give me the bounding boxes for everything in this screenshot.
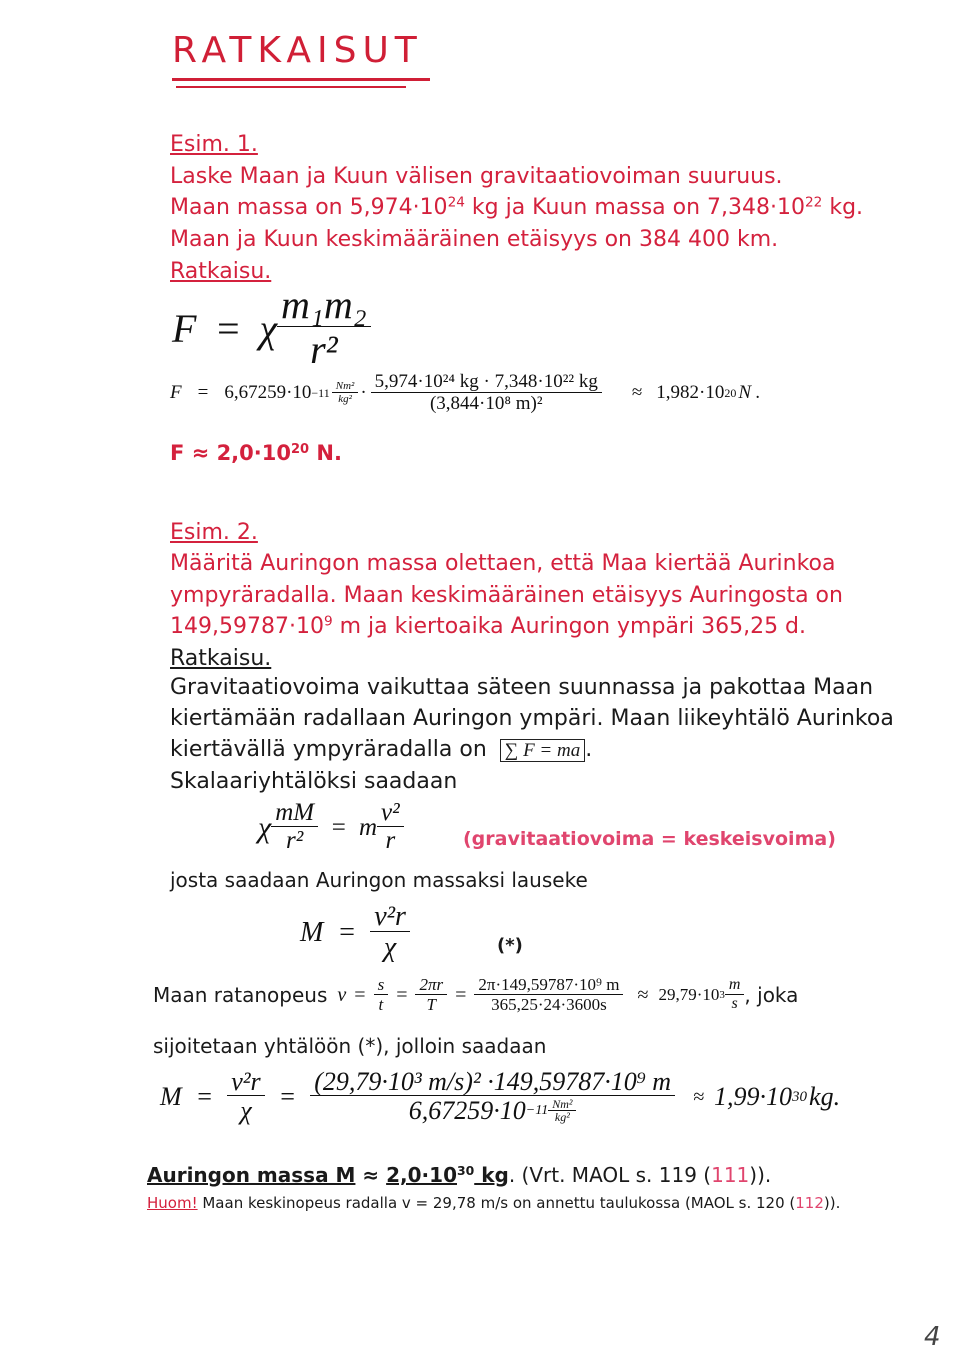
orbital-speed: Maan ratanopeus v = $\frac{s}{t}$ = $\frac{2\pi r}{T}$ = $\frac{\text{2π·149,59787·10⁹ m}}{365,25\cdot 24\cdot 3600s}$ ≈ 29,79·10 3 $\frac{m}{s}$ , joka [153,975,799,1014]
example1-line2: Maan massa on $5,974\cdot 10^{24}$ kg ja Kuun massa on $7,348\cdot 10^{22}$ kg. [170,194,864,220]
example2-body1: Gravitaatiovoima vaikuttaa säteen suunnassa ja pakottaa Maan [170,675,874,700]
sij-text: sijoitetaan yhtälöön (*), jolloin saadaan [153,1034,547,1058]
sun-mass-calculation: M = $\frac{\text{v²r}}{\chi}$ = (29,79·10³ m/s)² ·149,59787·10⁹ m 6,67259·10 −11 $\frac{\text{Nm²}}{\text{kg²}}$ ≈ 1,99·10 30 kg . [160,1067,841,1126]
note-line: Huom! Maan keskinopeus radalla v = 29,78 m/s on annettu taulukossa (MAOL s. 120 (112)). [147,1194,841,1212]
example2-line1: Määritä Auringon massa olettaen, että Maa kiertää Aurinkoa [170,551,836,576]
example2-line2: ympyräradalla. Maan keskimääräinen etäisyys Auringosta on [170,583,843,608]
newton-law-box: ∑ F = ma [500,739,585,762]
mass-expression: M = $\frac{\text{v²r}}{\chi}$ [300,902,410,965]
example1-line1: Laske Maan ja Kuun välisen gravitaatiovoiman suuruus. [170,164,783,189]
example2-ratkaisu: Ratkaisu. [170,646,272,671]
example2-line3: $149,59787\cdot 10^9$ m ja kiertoaika Auringon ympäri 365,25 d. [170,613,807,639]
example2-heading: Esim. 2. [170,520,258,545]
josta-text: josta saadaan Auringon massaksi lauseke [170,868,588,892]
example2-body3: kiertävällä ympyräradalla on ∑ F = ma . [170,737,593,762]
page-number: 4 [924,1322,941,1352]
example2-answer: Auringon massa $M \approx 2,0\cdot 10^{30}$ kg. (Vrt. MAOL s. 119 (111)). [147,1163,772,1187]
title-underline-2 [176,86,406,88]
example1-ratkaisu: Ratkaisu. [170,259,272,284]
equilibrium-equation: χ $\frac{mM}{\text{r²}}$ = m $\frac{\text{v²}}{r}$ [258,800,404,856]
example2-body2: kiertämään radallaan Auringon ympäri. Maan liikeyhtälö Aurinkoa [170,706,894,731]
gravity-formula: F = χ $\frac{\text{m₁m₂}}{\text{r²}}$ [172,284,371,373]
equation-tag: (*) [497,935,523,956]
equation-note: (gravitaatiovoima = keskeisvoima) [463,828,836,850]
title-underline [172,78,430,81]
example1-line3: Maan ja Kuun keskimääräinen etäisyys on 384 400 km. [170,227,779,252]
page-title: RATKAISUT [172,30,423,71]
example1-heading: Esim. 1. [170,132,258,157]
scalar-text: Skalaariyhtälöksi saadaan [170,769,458,794]
example1-answer: $F \approx 2,0\cdot 10^{20}$ N. [170,441,342,465]
gravity-calculation: F = 6,67259·10 −11 $\frac{\text{Nm²}}{\text{kg²}}$ · $\frac{\text{5,974·10²⁴ kg · 7,348·10²² kg}}{\text{(3,844·10⁸ m)²}}$ ≈ 1,982·10 20 N . [170,371,761,414]
